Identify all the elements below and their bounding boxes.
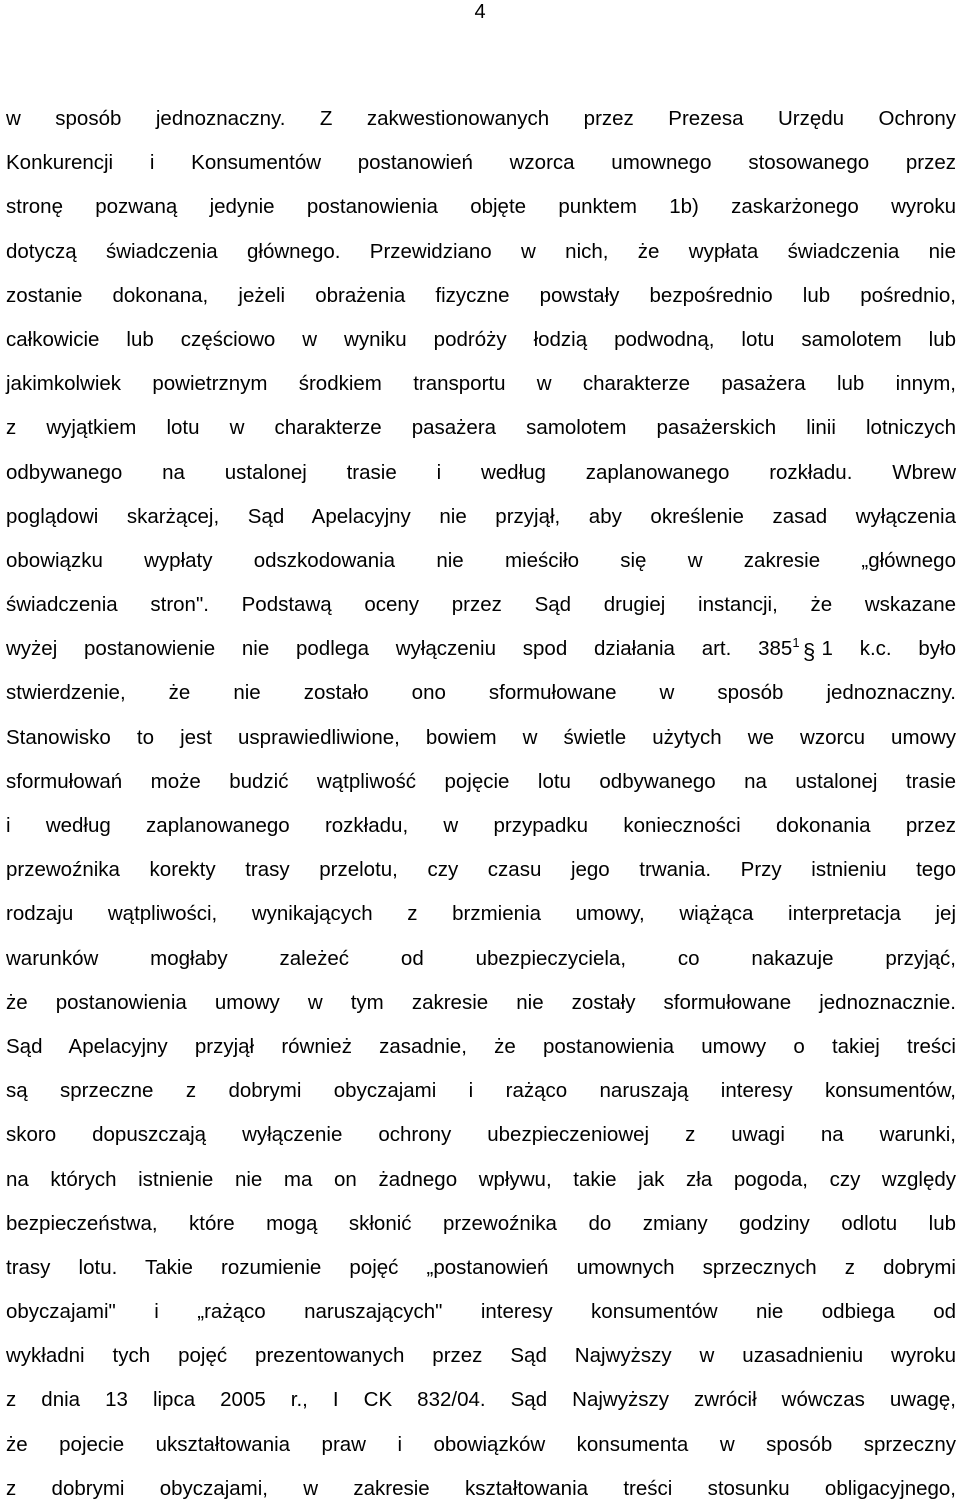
text-line: w sposób jednoznaczny. Z zakwestionowanych przez Prezesa Urzędu Ochrony xyxy=(6,107,956,130)
article-text-before: wyżej postanowienie nie podlega wyłączeniu spod działania art. 385 xyxy=(6,637,793,661)
text-line: warunków mogłaby zależeć od ubezpieczyciela, co nakazuje przyjąć, xyxy=(6,946,956,970)
text-line: sformułowań może budzić wątpliwość pojęcie lotu odbywanego na ustalonej trasie xyxy=(6,769,956,793)
text-line: stronę pozwaną jedynie postanowienia objęte punktem 1b) zaskarżonego wyroku xyxy=(6,195,956,219)
text-line: wykładni tych pojęć prezentowanych przez Sąd Najwyższy w uzasadnieniu wyroku xyxy=(6,1344,956,1368)
text-line: stwierdzenie, że nie zostało ono sformułowane w sposób jednoznaczny. xyxy=(6,681,956,705)
text-line: obowiązku wypłaty odszkodowania nie mieściło się w zakresie „głównego xyxy=(6,548,956,572)
text-line: że postanowienia umowy w tym zakresie nie zostały sformułowane jednoznacznie. xyxy=(6,990,956,1014)
text-line: z dnia 13 lipca 2005 r., I CK 832/04. Sąd Najwyższy zwrócił wówczas uwagę, xyxy=(6,1388,956,1412)
text-line: całkowicie lub częściowo w wyniku podróży łodzią podwodną, lotu samolotem lub xyxy=(6,327,956,351)
section-sign-icon xyxy=(802,638,816,664)
text-line: na których istnienie nie ma on żadnego wpływu, takie jak zła pogoda, czy względy xyxy=(6,1167,956,1191)
text-line: przewoźnika korekty trasy przelotu, czy czasu jego trwania. Przy istnieniu tego xyxy=(6,858,956,882)
text-line: trasy lotu. Takie rozumienie pojęć „postanowień umownych sprzecznych z dobrymi xyxy=(6,1255,956,1279)
svg-text:§: § xyxy=(802,639,815,665)
text-line: zostanie dokonana, jeżeli obrażenia fizyczne powstały bezpośrednio lub pośrednio, xyxy=(6,283,956,307)
document-body xyxy=(6,97,956,1511)
text-line-article-reference xyxy=(6,627,956,671)
text-line: odbywanego na ustalonej trasie i według zaplanowanego rozkładu. Wbrew xyxy=(6,460,956,484)
text-line: Sąd Apelacyjny przyjął również zasadnie, że postanowienia umowy o takiej treści xyxy=(6,1034,956,1058)
text-line: skoro dopuszczają wyłączenie ochrony ubezpieczeniowej z uwagi na warunki, xyxy=(6,1123,956,1147)
text-line: z wyjątkiem lotu w charakterze pasażera samolotem pasażerskich linii lotniczych xyxy=(6,416,956,440)
text-line: obyczajami" i „rażąco naruszających" interesy konsumentów nie odbiega od xyxy=(6,1300,956,1324)
text-line: są sprzeczne z dobrymi obyczajami i rażąco naruszają interesy konsumentów, xyxy=(6,1079,956,1103)
text-line: Stanowisko to jest usprawiedliwione, bowiem w świetle użytych we wzorcu umowy xyxy=(6,725,956,749)
text-line: Konkurencji i Konsumentów postanowień wzorca umownego stosowanego przez xyxy=(6,151,956,175)
article-superscript: 1 xyxy=(792,635,800,651)
text-line: jakimkolwiek powietrznym środkiem transportu w charakterze pasażera lub innym, xyxy=(6,372,956,396)
text-line: bezpieczeństwa, które mogą skłonić przewoźnika do zmiany godziny odlotu lub xyxy=(6,1211,956,1235)
article-text-after: 1 k.c. było xyxy=(821,637,956,661)
page-number: 4 xyxy=(474,1,486,23)
text-line: i według zaplanowanego rozkładu, w przypadku konieczności dokonania przez xyxy=(6,814,956,837)
text-line: dotyczą świadczenia głównego. Przewidziano w nich, że wypłata świadczenia nie xyxy=(6,239,956,263)
text-line: świadczenia stron". Podstawą oceny przez Sąd drugiej instancji, że wskazane xyxy=(6,593,956,617)
text-line: poglądowi skarżącej, Sąd Apelacyjny nie przyjął, aby określenie zasad wyłączenia xyxy=(6,504,956,528)
text-line: z dobrymi obyczajami, w zakresie kształtowania treści stosunku obligacyjnego, xyxy=(6,1476,956,1500)
text-line: rodzaju wątpliwości, wynikających z brzmienia umowy, wiążąca interpretacja jej xyxy=(6,902,956,926)
text-line: że pojecie ukształtowania praw i obowiązków konsumenta w sposób sprzeczny xyxy=(6,1432,956,1456)
